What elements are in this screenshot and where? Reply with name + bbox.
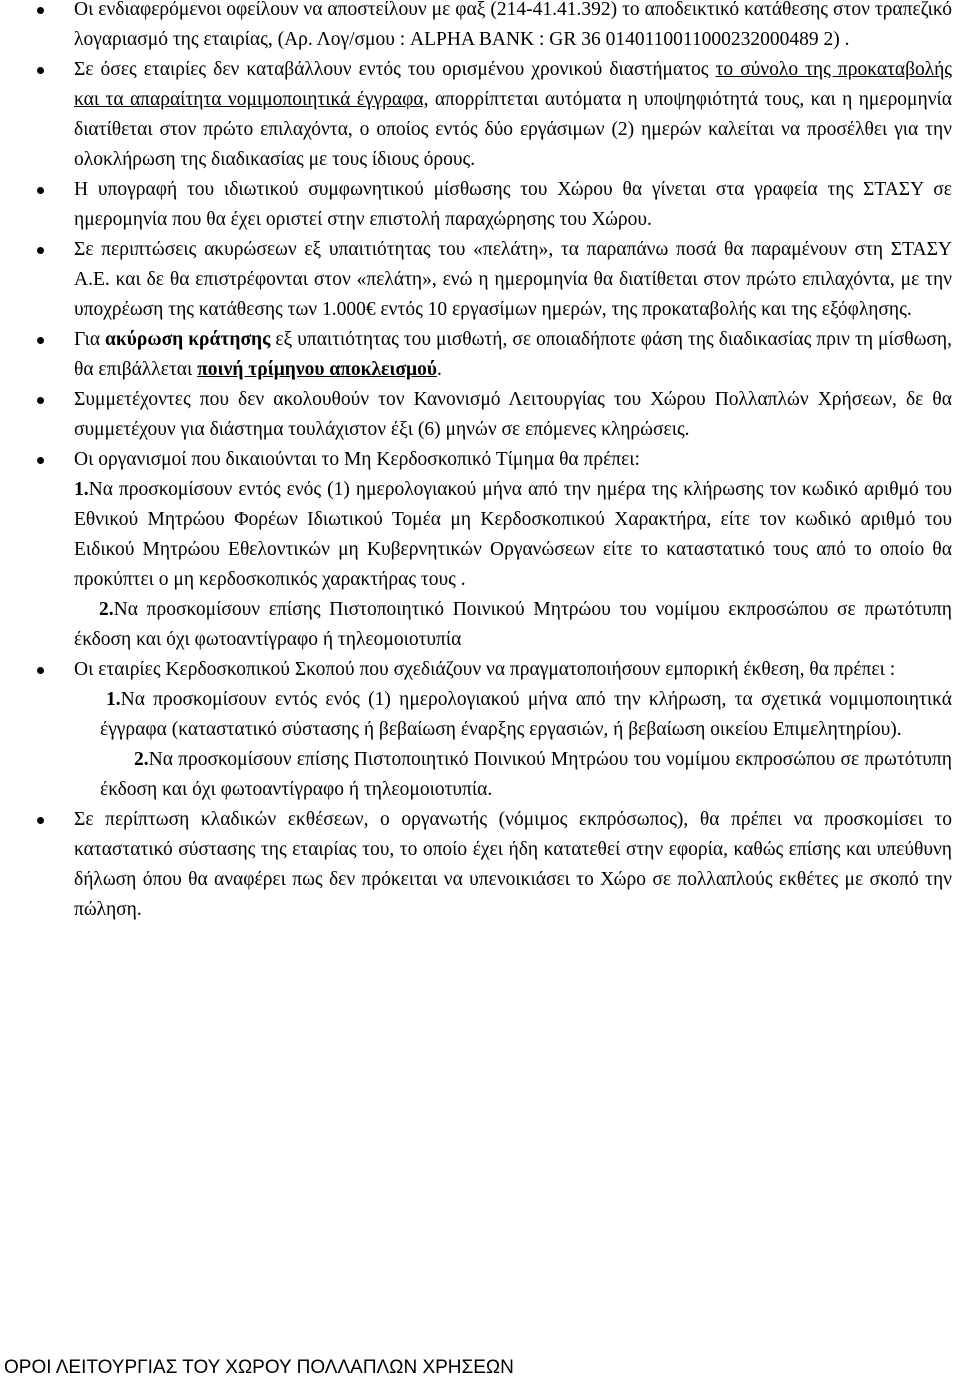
paragraph-text: . bbox=[436, 359, 442, 380]
paragraph-text: Οι ενδιαφερόμενοι οφείλουν να αποστείλουν με φαξ (214-41.41.392) το αποδεικτικό κατάθεσης στον τραπεζικό λογαριασμό της εταιρίας, (Αρ. Λογ/σμου : ALPHA BANK : GR 36 0140110011000232000489 2) . bbox=[74, 0, 952, 50]
sub-item bbox=[74, 745, 952, 805]
list-item bbox=[0, 385, 960, 445]
sub-item bbox=[74, 685, 952, 745]
sub-item-text: Να προσκομίσουν επίσης Πιστοποιητικό Ποινικού Μητρώου του νομίμου εκπροσώπου σε πρωτότυπη έκδοση και όχι φωτοαντίγραφο ή τηλεομοιοτυπία bbox=[74, 599, 952, 650]
bullet-icon bbox=[37, 457, 44, 464]
paragraph-text: Οι οργανισμοί που δικαιούνται το Μη Κερδοσκοπικό Τίμημα θα πρέπει: bbox=[74, 449, 640, 470]
sub-item-text: Να προσκομίσουν εντός ενός (1) ημερολογιακού μήνα από την ημέρα της κλήρωσης τον κωδικό αριθμό του Εθνικού Μητρώου Φορέων Ιδιωτικού Τομέα μη Κερδοσκοπικού Χαρακτήρα, είτε τον κωδικό αριθμό του Ειδικού Μητρώου Εθελοντικών μη Κυβερνητικών Οργανώσεων είτε το καταστατικό τους από το οποίο θα προκύπτει ο μη κερδοσκοπικός χαρακτήρας τους . bbox=[74, 479, 952, 590]
bullet-icon bbox=[37, 397, 44, 404]
sub-item-number: 2. bbox=[99, 599, 114, 620]
sub-item bbox=[74, 475, 952, 595]
paragraph-text: Σε περίπτωση κλαδικών εκθέσεων, ο οργανωτής (νόμιμος εκπρόσωπος), θα πρέπει να προσκομίσει το καταστατικό σύστασης της εταιρίας του, το οποίο έχει ήδη κατατεθεί στην εφορία, καθώς επίσης και υπεύθυνη δήλωση όπου θα αναφέρει πως δεν πρόκειται να υπενοικιάσει το Χώρο σε πολλαπλούς εκθέτες με σκοπό την πώληση. bbox=[74, 809, 952, 920]
bullet-icon bbox=[37, 7, 44, 14]
sub-item-number: 1. bbox=[74, 479, 89, 500]
list-item bbox=[0, 805, 960, 925]
bold-underlined-text: ποινή τρίμηνου αποκλεισμού bbox=[197, 359, 437, 380]
paragraph-text: Σε περιπτώσεις ακυρώσεων εξ υπαιτιότητας του «πελάτη», τα παραπάνω ποσά θα παραμένουν στη ΣΤΑΣΥ Α.Ε. και δε θα επιστρέφονται στον «πελάτη», ενώ η ημερομηνία θα διατίθεται στον πρώτο επιλαχόντα, με την υποχρέωση της κατάθεσης των 1.000€ εντός 10 εργασίμων ημερών, της προκαταβολής και της εξόφλησης. bbox=[74, 239, 952, 320]
sub-item-number: 1. bbox=[106, 689, 121, 710]
bullet-icon bbox=[37, 667, 44, 674]
bullet-icon bbox=[37, 247, 44, 254]
list-item bbox=[0, 325, 960, 385]
list-item bbox=[0, 175, 960, 235]
sub-item-number: 2. bbox=[134, 749, 149, 770]
paragraph-text: Οι εταιρίες Κερδοσκοπικού Σκοπού που σχεδιάζουν να πραγματοποιήσουν εμπορική έκθεση, θα πρέπει : bbox=[74, 659, 896, 680]
paragraph-text: απορρίπτεται αυτόματα η υποψηφιότητά τους, και η ημερομηνία διατίθεται στον πρώτο επιλαχόντα, ο οποίος εντός δύο εργάσιμων (2) ημερών καλείται να προσέλθει για την ολοκλήρωση της διαδικασίας με τους ίδιους όρους. bbox=[74, 89, 952, 170]
paragraph-text: εξ υπαιτιότητας του μισθωτή, σε οποιαδήποτε φάση της διαδικασίας πριν τη μίσθωση, θα επιβάλλεται bbox=[74, 329, 952, 380]
sub-item bbox=[74, 595, 952, 655]
list-item bbox=[0, 0, 960, 55]
bullet-icon bbox=[37, 187, 44, 194]
list-item bbox=[0, 235, 960, 325]
paragraph-text: Για bbox=[74, 329, 106, 350]
paragraph-text: Σε όσες εταιρίες δεν καταβάλλουν εντός του ορισμένου χρονικού διαστήματος bbox=[74, 59, 716, 80]
bold-text: ακύρωση κράτησης bbox=[105, 329, 271, 350]
list-item bbox=[0, 445, 960, 655]
sub-item-text: Να προσκομίσουν επίσης Πιστοποιητικό Ποινικού Μητρώου του νομίμου εκπροσώπου σε πρωτότυπη έκδοση και όχι φωτοαντίγραφο ή τηλεομοιοτυπία. bbox=[100, 749, 952, 800]
list-item bbox=[0, 55, 960, 175]
bullet-icon bbox=[37, 817, 44, 824]
paragraph-text: Συμμετέχοντες που δεν ακολουθούν τον Κανονισμό Λειτουργίας του Χώρου Πολλαπλών Χρήσεων, δε θα συμμετέχουν για διάστημα τουλάχιστον έξι (6) μηνών σε επόμενες κληρώσεις. bbox=[74, 389, 952, 440]
sub-item-text: Να προσκομίσουν εντός ενός (1) ημερολογιακού μήνα από την κλήρωση, τα σχετικά νομιμοποιητικά έγγραφα (καταστατικό σύστασης ή βεβαίωση έναρξης εργασιών, ή βεβαίωση οικείου Επιμελητηρίου). bbox=[100, 689, 952, 740]
list-item bbox=[0, 655, 960, 805]
bullet-icon bbox=[37, 337, 44, 344]
paragraph-text: Η υπογραφή του ιδιωτικού συμφωνητικού μίσθωσης του Χώρου θα γίνεται στα γραφεία της ΣΤΑΣΥ σε ημερομηνία που θα έχει οριστεί στην επιστολή παραχώρησης του Χώρου. bbox=[74, 179, 952, 230]
underlined-text: το σύνολο της προκαταβολής και τα απαραίτητα νομιμοποιητικά έγγραφα, bbox=[74, 59, 953, 110]
section-title: ΟΡΟΙ ΛΕΙΤΟΥΡΓΙΑΣ ΤΟΥ ΧΩΡΟΥ ΠΟΛΛΑΠΛΩΝ ΧΡΗΣΕΩΝ bbox=[4, 1357, 514, 1378]
bullet-icon bbox=[37, 67, 44, 74]
